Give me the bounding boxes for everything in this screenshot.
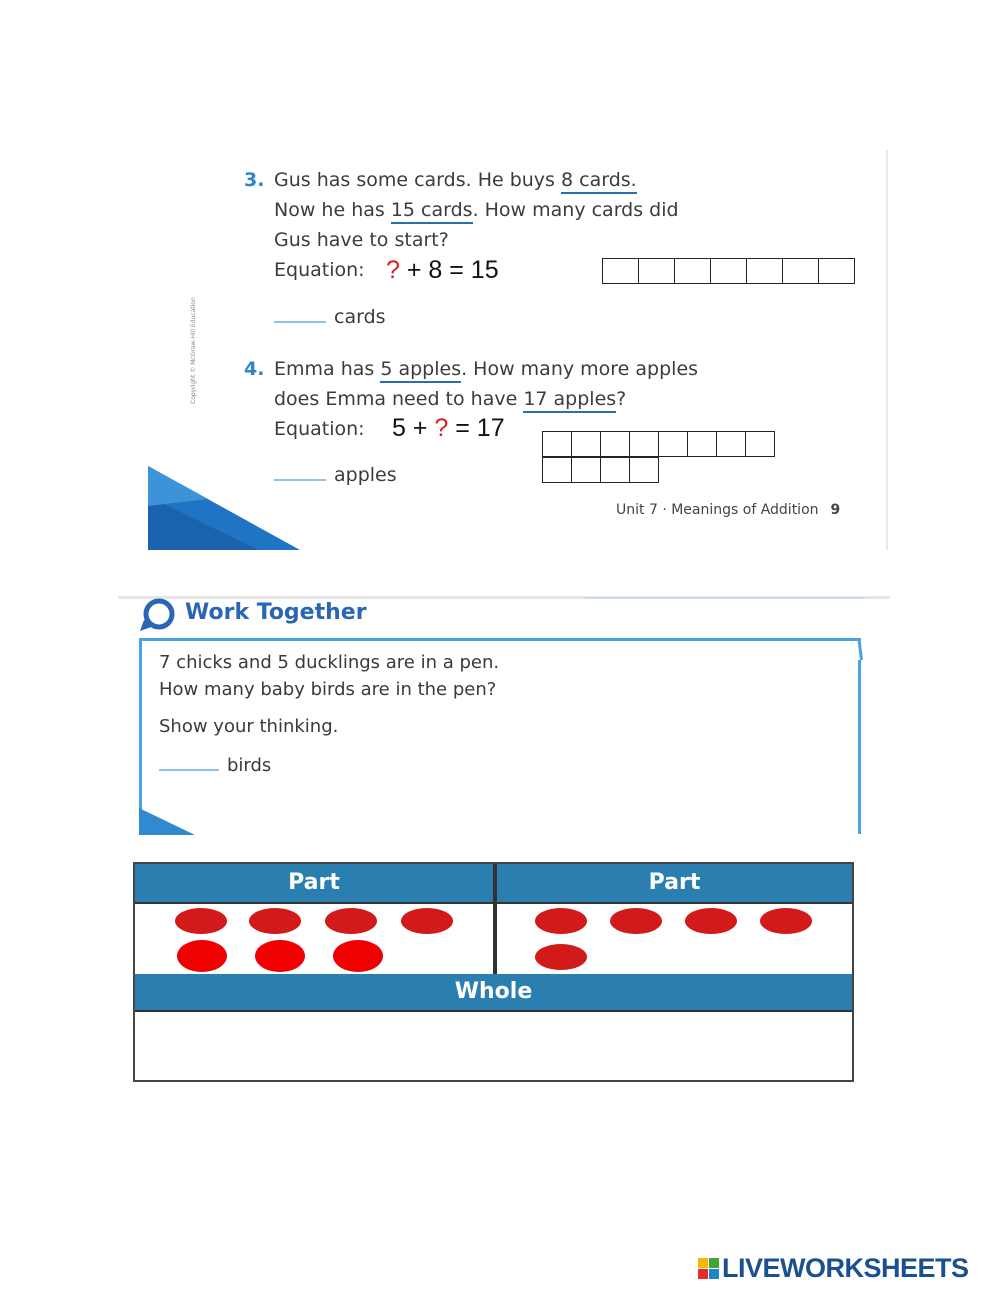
frame-cell [630, 431, 659, 457]
box-right-edge [858, 660, 861, 834]
problem-4-line-2: does Emma need to have 17 apples? [274, 388, 626, 410]
frame-cell [601, 431, 630, 457]
logo-square [709, 1269, 719, 1279]
underlined-8-cards: 8 cards. [561, 169, 637, 194]
counter-dot [401, 908, 453, 934]
frame-cell [639, 258, 675, 284]
problem-4-line-1: Emma has 5 apples. How many more apples [274, 358, 698, 380]
unknown-question-mark: ? [434, 414, 449, 442]
counter-dot [760, 908, 812, 934]
frame-cell [746, 431, 775, 457]
page-footer: Unit 7 · Meanings of Addition 9 [616, 502, 841, 518]
frame-cell [603, 258, 639, 284]
counter-dot[interactable] [255, 940, 305, 972]
copyright-text: Copyright © McGraw-Hill Education [190, 297, 197, 404]
frame-cell [543, 457, 572, 483]
problem-3-line-1: Gus has some cards. He buys 8 cards. [274, 169, 637, 191]
logo-text: LIVEWORKSHEETS [722, 1253, 969, 1283]
frame-cell [543, 431, 572, 457]
frame-cell [783, 258, 819, 284]
problem-4-equation: 5 + ? = 17 [392, 414, 505, 442]
work-together-line-2: How many baby birds are in the pen? [159, 679, 497, 700]
problem-3-number: 3. [244, 169, 265, 191]
part-part-whole-mat [133, 862, 854, 1082]
problem-3-equation-label: Equation: [274, 259, 365, 281]
problem-3-line-2: Now he has 15 cards. How many cards did [274, 199, 679, 221]
counter-dot [535, 944, 587, 970]
unknown-question-mark: ? [386, 256, 400, 284]
answer-blank[interactable] [274, 479, 326, 481]
frame-cell [572, 431, 601, 457]
problem-3-answer: cards [274, 306, 386, 328]
frame-cell [659, 431, 688, 457]
counter-dot[interactable] [333, 940, 383, 972]
part-right-header: Part [497, 864, 852, 902]
divider [135, 1010, 852, 1012]
frame-cell [711, 258, 747, 284]
work-together-line-1: 7 chicks and 5 ducklings are in a pen. [159, 652, 500, 673]
box-bottom-accent [139, 808, 199, 835]
problem-3-equation: ? + 8 = 15 [386, 256, 499, 284]
counter-dot[interactable] [177, 940, 227, 972]
underlined-5-apples: 5 apples [380, 358, 461, 383]
frame-cell [630, 457, 659, 483]
counter-dot [535, 908, 587, 934]
logo-square [709, 1258, 719, 1268]
logo-square [698, 1258, 708, 1268]
frame-cell [688, 431, 717, 457]
counter-dot [610, 908, 662, 934]
problem-3-line-3: Gus have to start? [274, 229, 449, 251]
logo-icon [698, 1258, 719, 1279]
frame-cell [675, 258, 711, 284]
work-together-line-3: Show your thinking. [159, 716, 339, 737]
logo-square [698, 1269, 708, 1279]
problem-4-ten-frame-row-2 [542, 457, 659, 483]
problem-4-answer: apples [274, 464, 397, 486]
part-left-header: Part [135, 864, 493, 902]
problem-4-equation-label: Equation: [274, 418, 365, 440]
frame-cell [717, 431, 746, 457]
counter-dot [249, 908, 301, 934]
answer-blank[interactable] [159, 769, 219, 771]
work-together-answer: birds [159, 755, 271, 776]
counter-dot [175, 908, 227, 934]
underlined-15-cards: 15 cards [391, 199, 473, 224]
underlined-17-apples: 17 apples [523, 388, 616, 413]
liveworksheets-logo [698, 1253, 969, 1284]
problem-3-ten-frame [602, 258, 855, 284]
counter-dot [685, 908, 737, 934]
frame-cell [572, 457, 601, 483]
part-divider [493, 864, 497, 974]
speech-bubble-icon [140, 598, 180, 632]
frame-cell [819, 258, 855, 284]
problem-4-ten-frame-row-1 [542, 431, 775, 457]
divider [585, 597, 865, 599]
whole-header: Whole [135, 974, 852, 1010]
frame-cell [747, 258, 783, 284]
problem-4-number: 4. [244, 358, 265, 380]
frame-cell [601, 457, 630, 483]
answer-blank[interactable] [274, 321, 326, 323]
counter-dot [325, 908, 377, 934]
work-together-title: Work Together [185, 600, 367, 625]
